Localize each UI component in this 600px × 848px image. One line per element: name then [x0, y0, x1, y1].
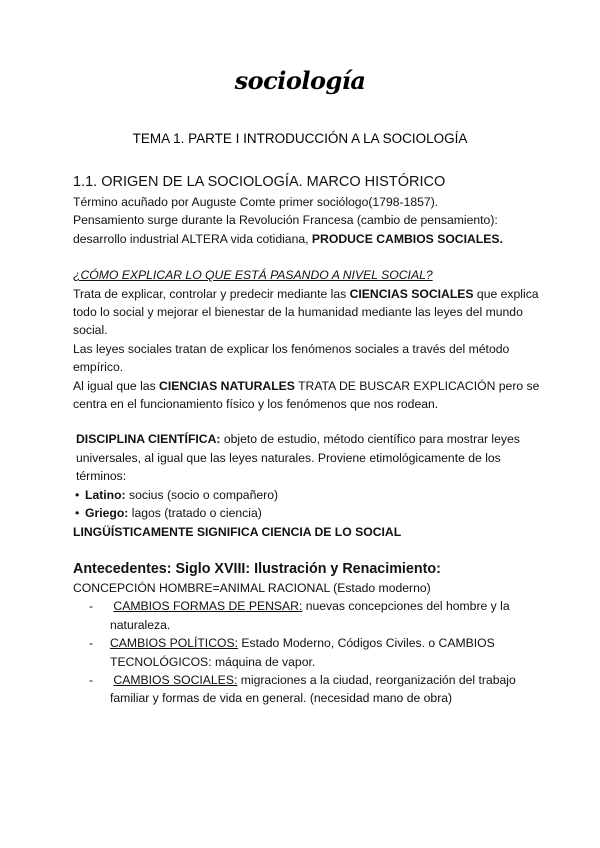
dash-list	[73, 597, 543, 707]
dash-icon: -	[89, 599, 94, 614]
question-heading: ¿CÓMO EXPLICAR LO QUE ESTÁ PASANDO A NIVEL SOCIAL?	[73, 268, 433, 283]
underlined-label: CAMBIOS FORMAS DE PENSAR:	[113, 599, 303, 614]
list-item: - CAMBIOS SOCIALES: migraciones a la ciudad, reorganización del trabajo familiar y formas de vida en general. (necesidad mano de obra)	[89, 672, 516, 706]
list-item: - CAMBIOS FORMAS DE PENSAR: nuevas concepciones del hombre y la naturaleza.	[89, 599, 510, 632]
list-item: • Latino: socius (socio o compañero)	[73, 486, 543, 504]
list-item: • Griego: lagos (tratado o ciencia)	[73, 504, 543, 522]
dash-icon: -	[89, 636, 94, 651]
emphasis: PRODUCE CAMBIOS SOCIALES.	[311, 231, 503, 246]
document-body	[73, 172, 543, 708]
bullet-icon: •	[75, 487, 80, 502]
paragraph: Pensamiento surge durante la Revolución Francesa (cambio de pensamiento):	[73, 213, 498, 228]
list-item: - CAMBIOS POLÍTICOS: Estado Moderno, Códigos Civiles. o CAMBIOS TECNOLÓGICOS: máquina de vapor.	[89, 636, 495, 669]
paragraph: Término acuñado por Auguste Comte primer sociólogo(1798-1857).	[73, 195, 439, 209]
dash-icon: -	[89, 672, 94, 687]
paragraph	[73, 523, 543, 541]
paragraph: DISCIPLINA CIENTÍFICA: objeto de estudio, método científico para mostrar leyes universales, al igual que las leyes naturales. Proviene etimológicamente de los términos:	[76, 432, 520, 484]
logo-title: sociología	[234, 66, 366, 95]
paragraph: Las leyes sociales tratan de explicar los fenómenos sociales a través del método empírico.	[73, 341, 510, 375]
section-heading: 1.1. ORIGEN DE LA SOCIOLOGÍA. MARCO HISTÓRICO	[73, 174, 446, 190]
paragraph: CONCEPCIÓN HOMBRE=ANIMAL RACIONAL (Estado moderno)	[73, 580, 431, 595]
page-title: TEMA 1. PARTE I INTRODUCCIÓN A LA SOCIOLOGÍA	[132, 131, 468, 146]
section-heading: Antecedentes: Siglo XVIII: Ilustración y Renacimiento:	[73, 560, 441, 577]
paragraph: Al igual que las CIENCIAS NATURALES TRATA DE BUSCAR EXPLICACIÓN pero se centra en el funcionamiento físico y los fenómenos que nos rodean.	[73, 378, 540, 412]
bullet-icon: •	[75, 506, 80, 521]
paragraph: desarrollo industrial ALTERA vida cotidiana, PRODUCE CAMBIOS SOCIALES.	[73, 231, 503, 246]
emphasis: LINGÜÍSTICAMENTE SIGNIFICA CIENCIA DE LO SOCIAL	[73, 524, 402, 539]
bullet-list	[73, 486, 543, 523]
underlined-label: CAMBIOS SOCIALES:	[113, 672, 238, 687]
emphasis: CIENCIAS SOCIALES	[349, 286, 474, 301]
underlined-label: CAMBIOS POLÍTICOS:	[110, 636, 238, 651]
paragraph: Trata de explicar, controlar y predecir mediante las CIENCIAS SOCIALES que explica todo lo social y mejorar el bienestar de la humanidad mediante las leyes del mundo social.	[73, 286, 539, 338]
emphasis: CIENCIAS NATURALES	[159, 378, 295, 393]
emphasis: DISCIPLINA CIENTÍFICA:	[76, 432, 221, 447]
